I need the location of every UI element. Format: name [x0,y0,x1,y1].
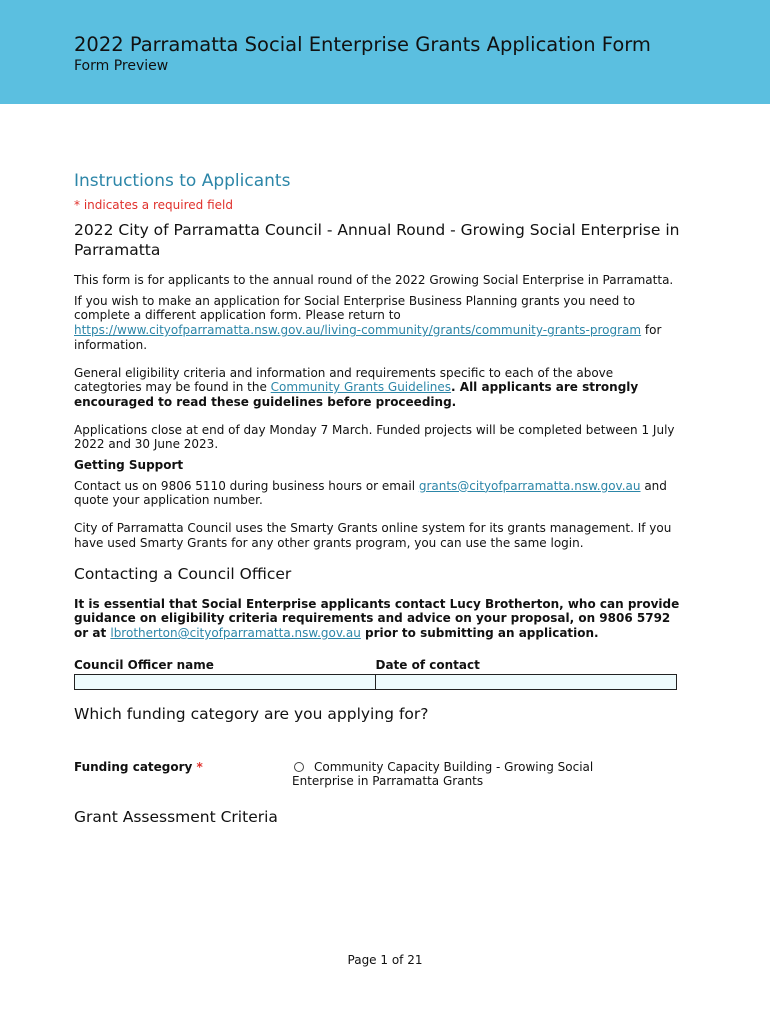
header-band [0,0,770,104]
intro-paragraph: This form is for applicants to the annual round of the 2022 Growing Social Enterprise in Parramatta. [74,273,674,287]
form-subtitle: Form Preview [74,58,169,74]
different-form-after: for information. [74,323,662,352]
council-officer-note-after: prior to submitting an application. [360,625,599,640]
council-officer-fields [74,658,677,690]
funding-category-label [74,760,292,789]
council-officer-heading: Contacting a Council Officer [74,564,292,583]
support-paragraph [74,479,684,508]
page-number: Page 1 of 21 [347,953,423,967]
instructions-heading: Instructions to Applicants [74,171,291,191]
form-content [74,171,684,826]
form-title: 2022 Parramatta Social Enterprise Grants Application Form [74,33,651,56]
required-marker: * [196,759,203,774]
funding-option-label: Community Capacity Building - Growing Social Enterprise in Parramatta Grants [292,759,594,789]
different-form-paragraph [74,294,684,353]
council-officer-note-text: It is essential that Social Enterprise applicants contact Lucy Brotherton, who can provide guidance on eligibility criteria requirements and advice on your proposal, on 9806 5792 or at [74,596,680,640]
council-officer-note [74,597,684,641]
date-of-contact-field-group [376,658,678,690]
date-of-contact-input[interactable] [376,674,678,690]
required-field-note: * indicates a required field [74,198,233,212]
round-title: 2022 City of Parramatta Council - Annual Round - Growing Social Enterprise in Parramatta [74,221,680,259]
community-grants-program-link[interactable]: https://www.cityofparramatta.nsw.gov.au/living-community/grants/community-grants-program [74,323,642,338]
officer-name-field-group [74,658,376,690]
support-text: Contact us on 9806 5110 during business hours or email [74,478,419,493]
grant-assessment-heading: Grant Assessment Criteria [74,808,278,827]
funding-category-row [74,760,684,789]
getting-support-heading: Getting Support [74,458,184,473]
funding-category-heading: Which funding category are you applying for? [74,704,429,723]
date-of-contact-label: Date of contact [375,657,480,672]
funding-category-label-text: Funding category [74,759,193,774]
different-form-text: If you wish to make an application for Social Enterprise Business Planning grants you need to complete a different application form. Please return to [74,293,636,323]
grants-email-link[interactable]: grants@cityofparramatta.nsw.gov.au [418,478,641,493]
community-grants-guidelines-link[interactable]: Community Grants Guidelines [270,380,452,395]
smarty-grants-paragraph: City of Parramatta Council uses the Smarty Grants online system for its grants management. If you have used Smarty Grants for any other grants program, you can use the same login. [74,521,672,550]
funding-option-community-capacity[interactable] [292,760,632,789]
eligibility-text: General eligibility criteria and information and requirements specific to each of the above categtories may be found in the [74,365,614,395]
officer-email-link[interactable]: lbrotherton@cityofparramatta.nsw.gov.au [110,625,361,640]
eligibility-bold-text: . All applicants are strongly encouraged to read these guidelines before proceeding. [74,380,639,409]
dates-paragraph: Applications close at end of day Monday 7 March. Funded projects will be completed between 1 July 2022 and 30 June 2023. [74,422,675,452]
radio-button[interactable] [294,762,304,772]
officer-name-input[interactable] [74,674,376,690]
support-after: and quote your application number. [74,478,667,508]
officer-name-label: Council Officer name [74,657,214,672]
eligibility-paragraph [74,366,684,410]
